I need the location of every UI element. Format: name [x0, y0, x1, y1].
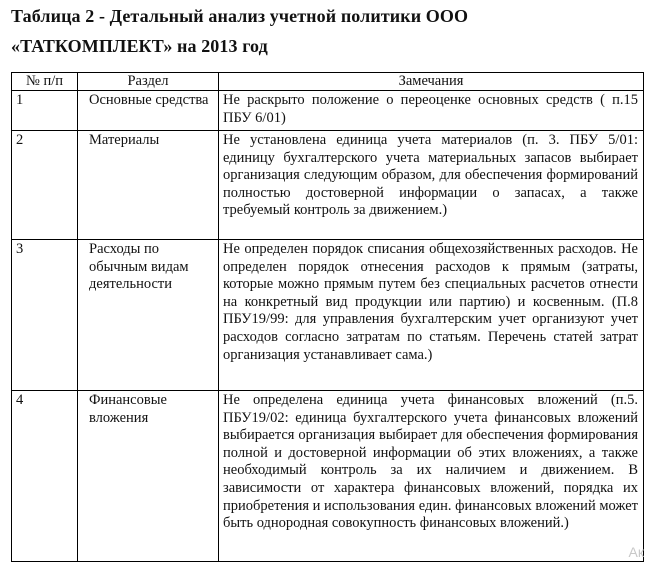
header-number: № п/п [12, 73, 78, 91]
row-remarks: Не определена единица учета финансовых вложений (п.5. ПБУ19/02: единица бухгалтерского учета финансовых вложений выбирается организация выбирает для обеспечения формирования полной и достоверной информации об этих вложениях, а также необходимый контроль за их наличием и движением. В зависимости от характера финансовых вложений, порядка их приобретения и использования един. финансовых вложений может быть однородная совокупность финансовых вложений.) [219, 391, 644, 562]
row-section: Финансовые вложения [78, 391, 219, 562]
row-number: 3 [12, 240, 78, 391]
table-caption-line-1: Таблица 2 - Детальный анализ учетной политики ООО [11, 6, 469, 26]
table-row [12, 131, 644, 240]
watermark-text: Ак [628, 544, 644, 560]
row-number: 1 [12, 91, 78, 131]
table-row [12, 240, 644, 391]
row-number: 2 [12, 131, 78, 240]
row-number: 4 [12, 391, 78, 562]
table-caption-line-2: «ТАТКОМПЛЕКТ» на 2013 год [11, 36, 268, 56]
header-section: Раздел [78, 73, 219, 91]
table-header-row [12, 73, 644, 91]
table-row [12, 391, 644, 562]
row-remarks: Не раскрыто положение о переоценке основных средств ( п.15 ПБУ 6/01) [219, 91, 644, 131]
row-section: Основные средства [78, 91, 219, 131]
row-remarks: Не установлена единица учета материалов (п. 3. ПБУ 5/01: единицу бухгалтерского учета материальных запасов выбирает организация следующим образом, для обеспечения формирований полностью достоверной информации о запасах, а также требуемый контроль за движением.) [219, 131, 644, 240]
accounting-policy-table [11, 72, 644, 562]
header-remarks: Замечания [219, 73, 644, 91]
row-remarks: Не определен порядок списания общехозяйственных расходов. Не определен порядок отнесения расходов к прямым (затраты, которые можно прямым путем без специальных расчетов отнести на конкретный вид продукции или партию) и косвенным. (П.8 ПБУ19/99: для управления бухгалтерским учет организуют учет расходов согласно затратам по статьям. Перечень статей затрат организация устанавливает сама.) [219, 240, 644, 391]
table-row [12, 91, 644, 131]
row-section: Расходы по обычным видам деятельности [78, 240, 219, 391]
row-section: Материалы [78, 131, 219, 240]
